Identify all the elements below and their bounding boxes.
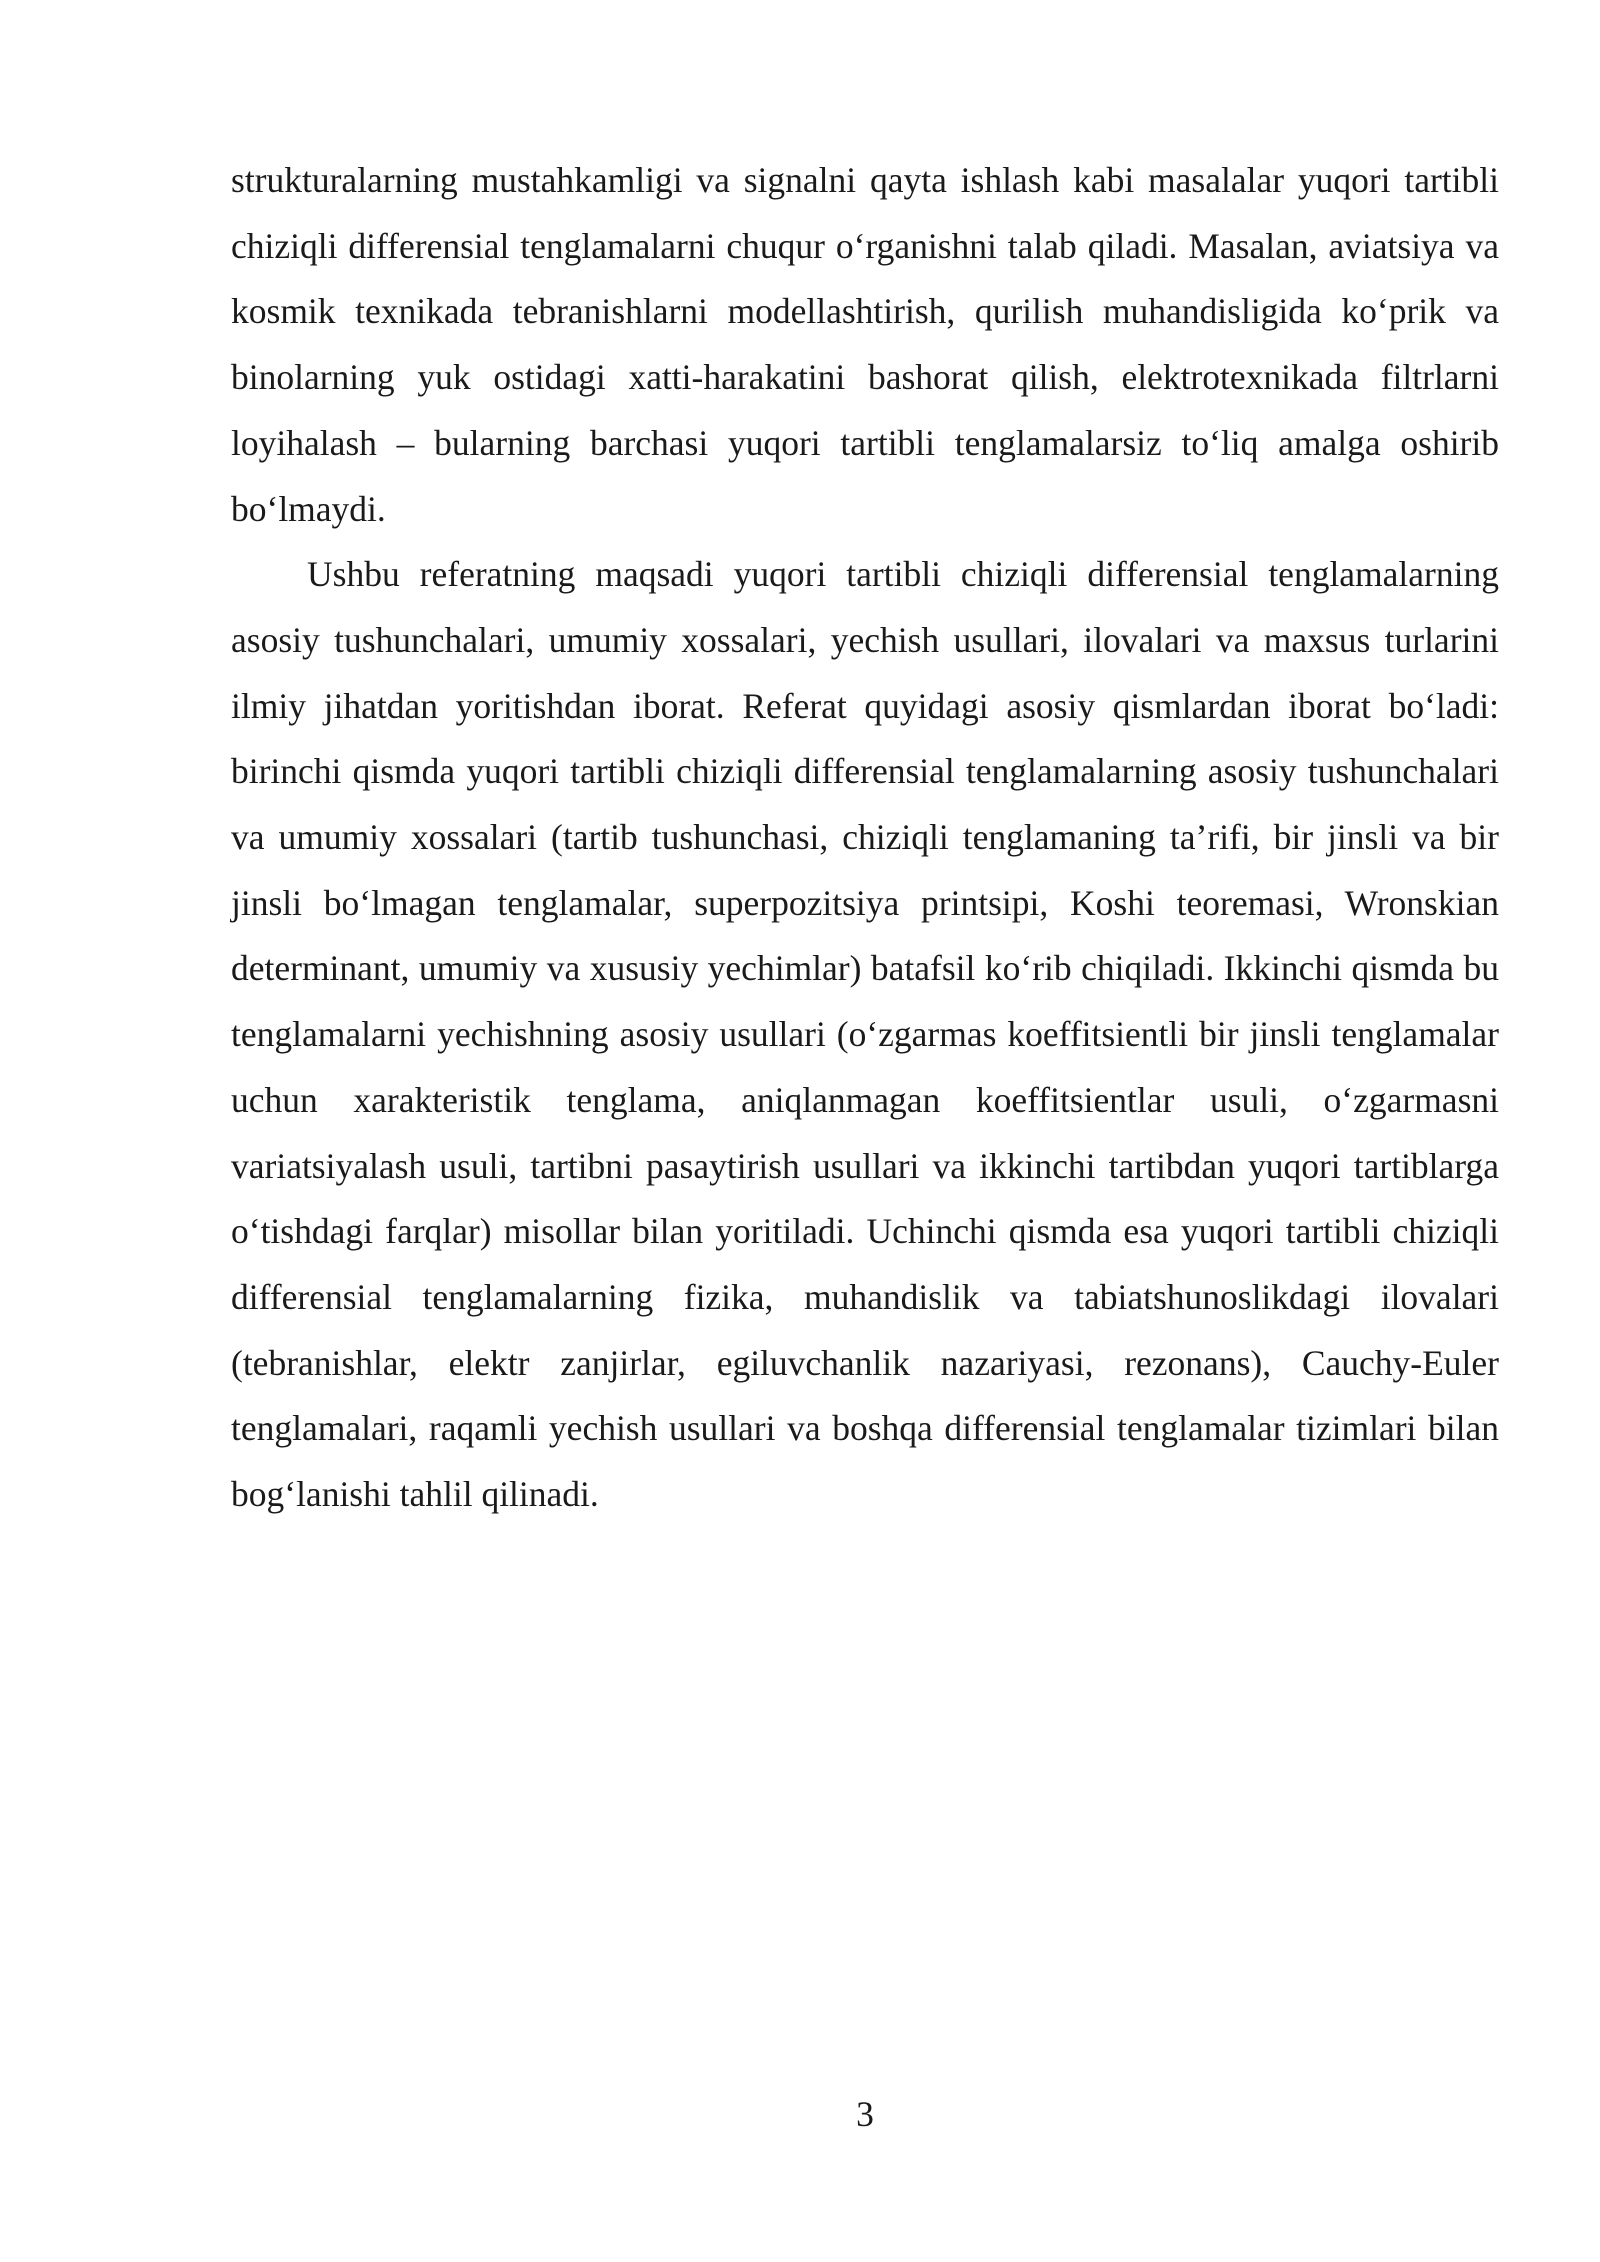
paragraph-referat-purpose: Ushbu referatning maqsadi yuqori tartibli chiziqli differensial tenglamalarning asosiy tushunchalari, umumiy xossalari, yechish usullari, ilovalari va maxsus turlarini ilmiy jihatdan yoritishdan iborat. Referat quyidagi asosiy qismlardan iborat bo‘ladi: birinchi qismda yuqori tartibli chiziqli differensial tenglamalarning asosiy tushunchalari va umumiy xossalari (tartib tushunchasi, chiziqli tenglamaning ta’rifi, bir jinsli va bir jinsli bo‘lmagan tenglamalar, superpozitsiya printsipi, Koshi teoremasi, Wronskian determinant, umumiy va xususiy yechimlar) batafsil ko‘rib chiqiladi. Ikkinchi qismda bu tenglamalarni yechishning asosiy usullari (o‘zgarmas koeffitsientli bir jinsli tenglamalar uchun xarakteristik tenglama, aniqlanmagan koeffitsientlar usuli, o‘zgarmasni variatsiyalash usuli, tartibni pasaytirish usullari va ikkinchi tartibdan yuqori tartiblarga o‘tishdagi farqlar) misollar bilan yoritiladi. Uchinchi qismda esa yuqori tartibli chiziqli differensial tenglamalarning fizika, muhandislik va tabiatshunoslikdagi ilovalari (tebranishlar, elektr zanjirlar, egiluvchanlik nazariyasi, rezonans), Cauchy-Euler tenglamalari, raqamli yechish usullari va boshqa differensial tenglamalar tizimlari bilan bog‘lanishi tahlil qilinadi. [231, 554, 1499, 1515]
body-text [231, 148, 1499, 1528]
page-number: 3 [856, 2094, 874, 2134]
paragraph-continuation: strukturalarning mustahkamligi va signalni qayta ishlash kabi masalalar yuqori tartibli chiziqli differensial tenglamalarni chuqur o‘rganishni talab qiladi. Masalan, aviatsiya va kosmik texnikada tebranishlarni modellashtirish, qurilish muhandisligida ko‘prik va binolarning yuk ostidagi xatti-harakatini bashorat qilish, elektrotexnikada filtrlarni loyihalash – bularning barchasi yuqori tartibli tenglamalarsiz to‘liq amalga oshirib bo‘lmaydi. [231, 160, 1499, 529]
